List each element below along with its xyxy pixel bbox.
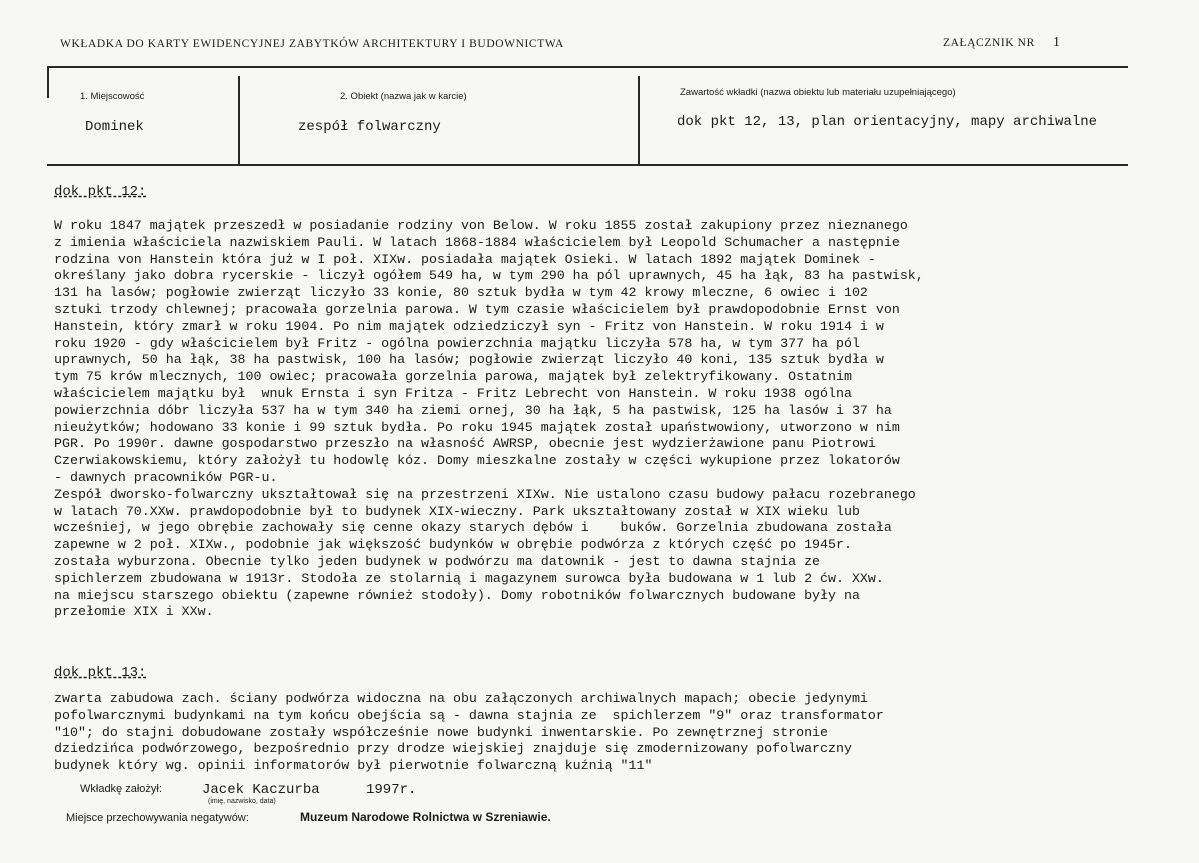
section-12-line: Zespół dworsko-folwarczny ukształtował się na przestrzeni XIXw. Nie ustalono czasu budowy pałacu rozebranego	[54, 486, 916, 502]
field-divider-2	[638, 76, 640, 164]
section-13-title: dok pkt 13:	[54, 665, 147, 681]
author-year: 1997r.	[366, 782, 417, 798]
section-12-line: Hanstein, który zmarł w roku 1904. Po nim majątek odziedziczył syn - Fritz von Hanstein. W roku 1914 i w	[54, 318, 884, 334]
field-box-top-border	[47, 66, 1128, 68]
section-12-line: tym 75 krów mlecznych, 100 owiec; pracowała gorzelnia parowa, majątek był zelektryfikowany. Ostatnim	[54, 369, 852, 385]
section-12-line: PGR. Po 1990r. dawne gospodarstwo przeszło na własność AWRSP, obecnie jest wydzierżawione panu Piotrowi	[54, 436, 876, 452]
section-12-line: 131 ha lasów; pogłowie zwierząt liczyło 33 konie, 80 sztuk bydła w tym 42 krowy mleczne, 6 owiec i 102	[54, 285, 868, 301]
section-13-body	[54, 691, 884, 775]
section-13-line: "10"; do stajni dobudowane zostały współcześnie nowe budynki inwentarskie. Po zewnętrznej stronie	[54, 724, 829, 740]
section-12-line: - dawnych pracowników PGR-u.	[54, 469, 278, 485]
section-12-line: na miejscu starszego obiektu (zapewne również stodoły). Domy robotników folwarcznych budowane były na	[54, 587, 860, 603]
storage-value: Muzeum Narodowe Rolnictwa w Szreniawie.	[300, 810, 551, 824]
section-12-line: wcześniej, w jego obrębie zachowały się cenne okazy starych dębów i buków. Gorzelnia zbudowana została	[54, 520, 892, 536]
contents-value: dok pkt 12, 13, plan orientacyjny, mapy archiwalne	[677, 114, 1098, 130]
attachment-label: ZAŁĄCZNIK NR	[943, 37, 1035, 49]
form-title: WKŁADKA DO KARTY EWIDENCYJNEJ ZABYTKÓW ARCHITEKTURY I BUDOWNICTWA	[60, 38, 564, 50]
section-12-line: przełomie XIX i XXw.	[54, 604, 214, 620]
author-label: Wkładkę założył:	[80, 783, 162, 795]
section-12-line: nieużytków; hodowano 33 konie i 99 sztuk bydła. Po roku 1945 majątek został upaństwowiony, utworzono w nim	[54, 419, 900, 435]
locality-value: Dominek	[85, 119, 144, 135]
field-box-left-tick	[47, 66, 49, 98]
section-13-line: budynek który wg. opinii informatorów był pierwotnie folwarczną kuźnią "11"	[54, 758, 653, 774]
section-12-line: sztuki trzody chlewnej; pracowała gorzelnia parowa. W tym czasie właścicielem był prawdopodobnie Ernst von	[54, 301, 900, 317]
section-12-line: w latach 70.XXw. prawdopodobnie był to budynek XIX-wieczny. Park ukształtowany został w XIX wieku lub	[54, 503, 860, 519]
object-label: 2. Obiekt (nazwa jak w karcie)	[340, 91, 467, 102]
section-12-line: zapewne w 2 poł. XIXw., podobnie jak większość budynków w obrębie podwórza z których część po 1945r.	[54, 537, 852, 553]
section-12-line: powierzchnia dóbr liczyła 537 ha w tym 340 ha ziemi ornej, 30 ha łąk, 5 ha pastwisk, 125 ha lasów i 37 ha	[54, 402, 892, 418]
section-12-line: właścicielem majątku był wnuk Ernsta i syn Fritza - Fritz Lebrecht von Hanstein. W roku 1938 ogólna	[54, 385, 852, 401]
section-12-body	[54, 218, 924, 621]
field-box-bottom-border	[47, 164, 1128, 166]
section-12-line: z imienia właściciela nazwiskiem Pauli. W latach 1868-1884 właścicielem był Leopold Schumacher a następnie	[54, 234, 900, 250]
attachment-number: 1	[1053, 35, 1061, 50]
section-12-line: określany jako dobra rycerskie - liczył ogółem 549 ha, w tym 290 ha pól uprawnych, 45 ha łąk, 83 ha pastwisk,	[54, 268, 924, 284]
section-12-line: spichlerzem zbudowana w 1913r. Stodoła ze stolarnią i magazynem surowca była budowana w 1 lub 2 ćw. XXw.	[54, 570, 884, 586]
section-12-title: dok pkt 12:	[54, 184, 147, 200]
section-12-line: rodzina von Hanstein która już w I poł. XIXw. posiadała majątek Osieki. W latach 1892 majątek Dominek -	[54, 251, 876, 267]
section-12-line: została wyburzona. Obecnie tylko jeden budynek w podwórzu ma datownik - jest to dawna stajnia ze	[54, 553, 821, 569]
author-name: Jacek Kaczurba	[202, 782, 320, 798]
section-13-line: dziedzińca podwórzowego, bezpośrednio przy drodze wiejskiej znajduje się zmodernizowany pofolwarczny	[54, 741, 852, 757]
storage-label: Miejsce przechowywania negatywów:	[66, 812, 249, 824]
section-12-line: Czerwiakowskiemu, który założył tu hodowlę kóz. Domy mieszkalne zostały w części wykupione przez lokatorów	[54, 453, 900, 469]
contents-label: Zawartość wkładki (nazwa obiektu lub materiału uzupełniającego)	[680, 87, 956, 98]
section-12-line: uprawnych, 50 ha łąk, 38 ha pastwisk, 100 ha lasów; pogłowie zwierząt liczyło 40 koni, 135 sztuk bydła w	[54, 352, 884, 368]
section-13-line: pofolwarcznymi budynkami na tym końcu obejścia są - dawna stajnia ze spichlerzem "9" oraz transformator	[54, 707, 884, 723]
field-divider-1	[238, 76, 240, 164]
section-12-line: roku 1920 - gdy właścicielem był Fritz - ogólna powierzchnia majątku liczyła 578 ha, w tym 377 ha pól	[54, 335, 860, 351]
section-12-line: W roku 1847 majątek przeszedł w posiadanie rodziny von Below. W roku 1855 został zakupiony przez nieznanego	[54, 218, 908, 233]
author-hint: (imię, nazwisko, data)	[208, 798, 276, 805]
section-13-line: zwarta zabudowa zach. ściany podwórza widoczna na obu załączonych archiwalnych mapach; obecie jedynymi	[54, 691, 868, 706]
object-value: zespół folwarczny	[298, 119, 441, 135]
locality-label: 1. Miejscowość	[80, 91, 145, 102]
